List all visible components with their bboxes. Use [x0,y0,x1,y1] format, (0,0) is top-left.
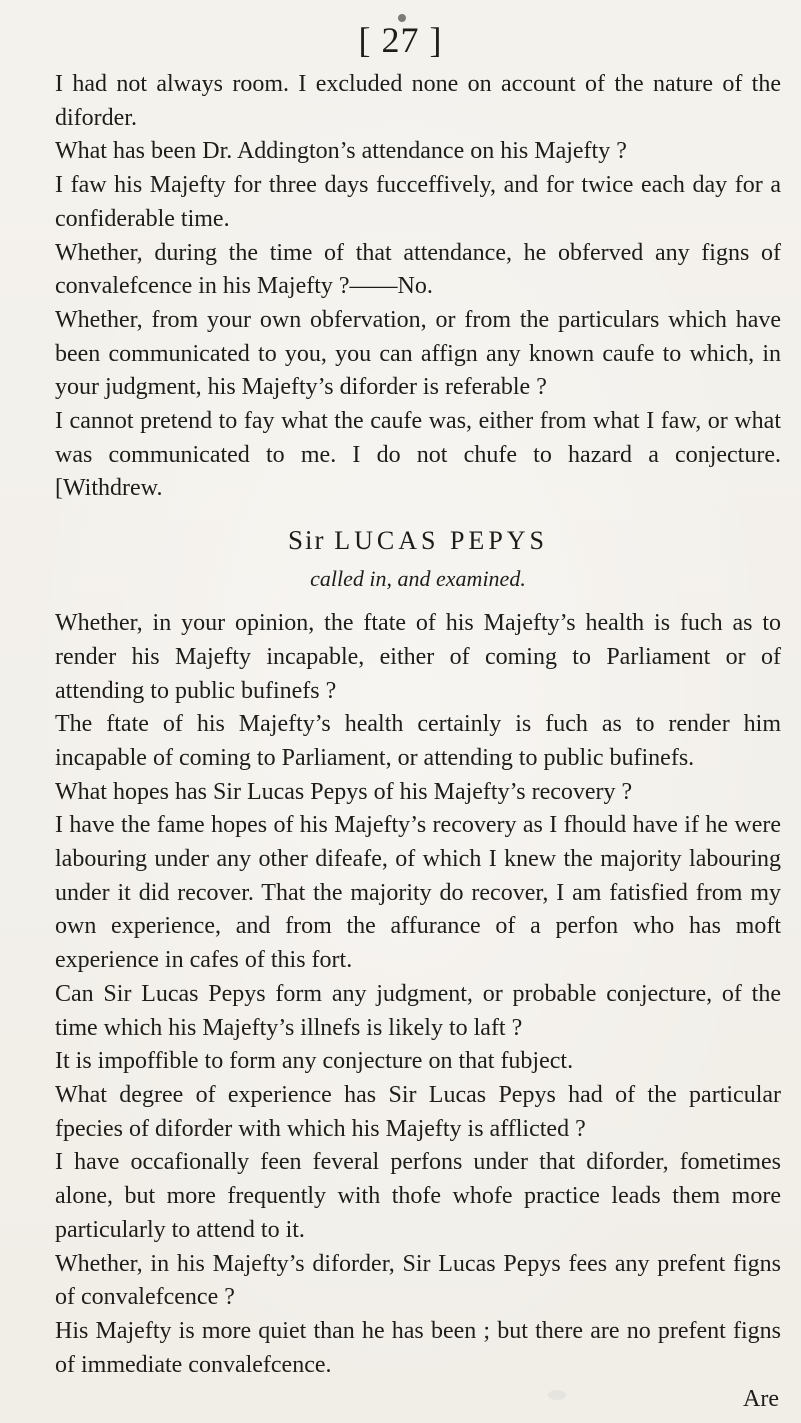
question-paragraph: Can Sir Lucas Pepys form any judgment, or probable conjecture, of the time which his Majefty’s illnefs is likely to laft ? [55,980,781,1041]
title-prefix: Sir [287,525,326,556]
paragraph: I faw his Majefty for three days fucceffively, and for twice each day for a confiderable time. [55,172,781,232]
paragraph: What has been Dr. Addington’s attendance on his Majefty ? [55,138,627,165]
question-paragraph: Whether, in his Majefty’s diforder, Sir Lucas Pepys fees any prefent figns of convalefcence ? [55,1250,781,1311]
paragraph: Whether, during the time of that attendance, he obferved any figns of convalefcence in his Majefty ?——No. [55,239,781,300]
question-paragraph: Whether, in your opinion, the ftate of his Majefty’s health is fuch as to render his Majefty incapable, either of coming to Parliament or of attending to public bufinefs ? [55,610,781,704]
section-subtitle: called in, and examined. [310,566,526,592]
paragraph: I had not always room. I excluded none on account of the nature of the diforder. [55,71,781,131]
paragraph: I cannot pretend to fay what the caufe was, either from what I faw, or what was communicated to me. I do not chufe to hazard a conjecture. [Withdrew. [55,408,781,502]
answer-paragraph: It is impoffible to form any conjecture on that fubject. [55,1048,574,1075]
answer-paragraph: His Majefty is more quiet than he has been ; but there are no prefent figns of immediate convalefcence. [55,1317,781,1378]
answer-paragraph: I have the fame hopes of his Majefty’s recovery as I fhould have if he were labouring under any other difeafe, of which I knew the majority labouring under it did recover. That the majority do recover, I am fatisfied from my own experience, and from the affurance of a perfon who has moft experience in cafes of this fort. [55,812,781,974]
answer-paragraph: I have occafionally feen feveral perfons under that diforder, fometimes alone, but more frequently with thofe whofe practice leads them more particularly to attend to it. [55,1149,781,1243]
paper-spot [548,1390,566,1400]
answer-paragraph: The ftate of his Majefty’s health certainly is fuch as to render him incapable of coming to Parliament, or attending to public bufinefs. [55,711,781,771]
document-body [55,68,781,1418]
section-heading [55,522,781,559]
speaker-name: LUCAS PEPYS [334,526,549,556]
page-number: [ 27 ] [358,20,443,60]
catchword: Are [743,1386,779,1412]
question-paragraph: What degree of experience has Sir Lucas Pepys had of the particular fpecies of diforder with which his Majefty is afflicted ? [55,1081,781,1142]
question-paragraph: What hopes has Sir Lucas Pepys of his Majefty’s recovery ? [55,778,633,805]
paragraph: Whether, from your own obfervation, or from the particulars which have been communicated to you, you can affign any known caufe to which, in your judgment, his Majefty’s diforder is referable ? [55,306,781,401]
